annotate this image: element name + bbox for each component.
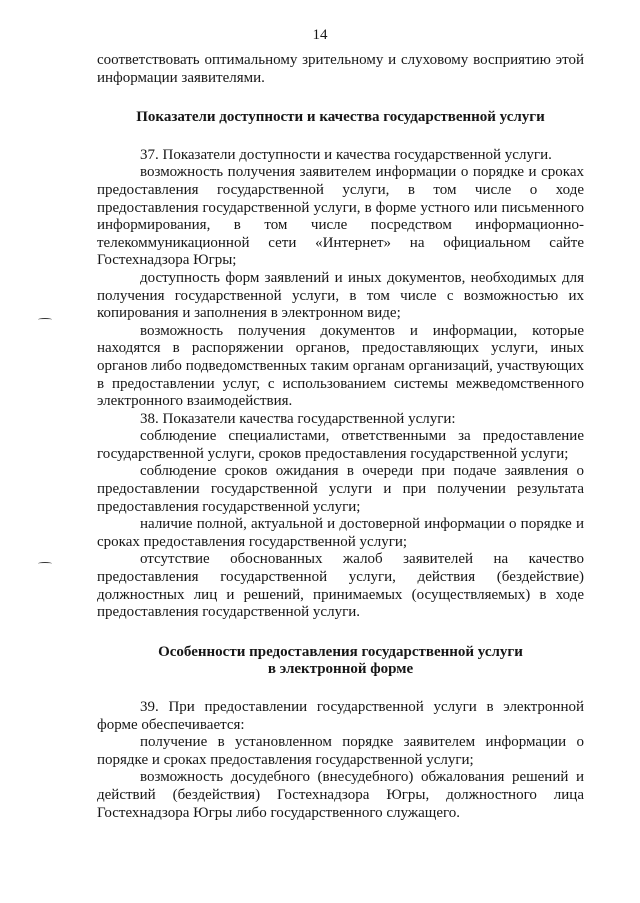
document-body [97, 52, 584, 822]
list-item: отсутствие обоснованных жалоб заявителей на качество предоставления государственной услуги, действия (бездействие) должностных лиц и решений, принимаемых (осуществляемых) в ходе предоставления государственной услуги. [97, 551, 584, 621]
paragraph-39: 39. При предоставлении государственной услуги в электронной форме обеспечивается: [97, 699, 584, 733]
list-item: наличие полной, актуальной и достоверной информации о порядке и сроках предоставления государственной услуги; [97, 516, 584, 550]
heading-line: в электронной форме [267, 661, 414, 678]
intro-paragraph: соответствовать оптимальному зрительному и слуховому восприятию этой информации заявителями. [97, 52, 584, 86]
list-item: соблюдение сроков ожидания в очереди при подаче заявления о предоставлении государственной услуги и при получении результата предоставления государственной услуги; [97, 463, 584, 515]
list-item: доступность форм заявлений и иных документов, необходимых для получения государственной услуги, в том числе с возможностью их копирования и заполнения в электронном виде; [97, 269, 584, 322]
section-heading-accessibility: Показатели доступности и качества государственной услуги [136, 109, 545, 126]
paragraph-37: 37. Показатели доступности и качества государственной услуги. [140, 146, 552, 163]
list-item: получение в установленном порядке заявителем информации о порядке и сроках предоставления государственной услуги; [97, 734, 584, 768]
page-number: 14 [312, 27, 328, 43]
heading-line: Особенности предоставления государственной услуги [158, 643, 523, 660]
margin-mark [38, 562, 52, 565]
list-item: возможность получения документов и информации, которые находятся в распоряжении органов, предоставляющих услуги, иных органов либо подведомственных таким органам организаций, участвующих в предоставлении услуг, с использованием системы межведомственного электронного взаимодействия. [97, 322, 584, 410]
paragraph-38: 38. Показатели качества государственной услуги: [140, 410, 456, 427]
section-heading-electronic [97, 644, 584, 679]
list-item: возможность досудебного (внесудебного) обжалования решений и действий (бездействия) Гостехнадзора Югры, должностного лица Гостехнадзора Югры либо государственного служащего. [97, 769, 584, 821]
list-item: соблюдение специалистами, ответственными за предоставление государственной услуги, сроков предоставления государственной услуги; [97, 428, 584, 462]
list-item: возможность получения заявителем информации о порядке и сроках предоставления государственной услуги, в том числе о ходе предоставления государственной услуги, в форме устного или письменного информирования, в том числе посредством информационно-телекоммуникационной сети «Интернет» на официальном сайте Гостехнадзора Югры; [97, 164, 584, 269]
margin-mark [38, 318, 52, 321]
